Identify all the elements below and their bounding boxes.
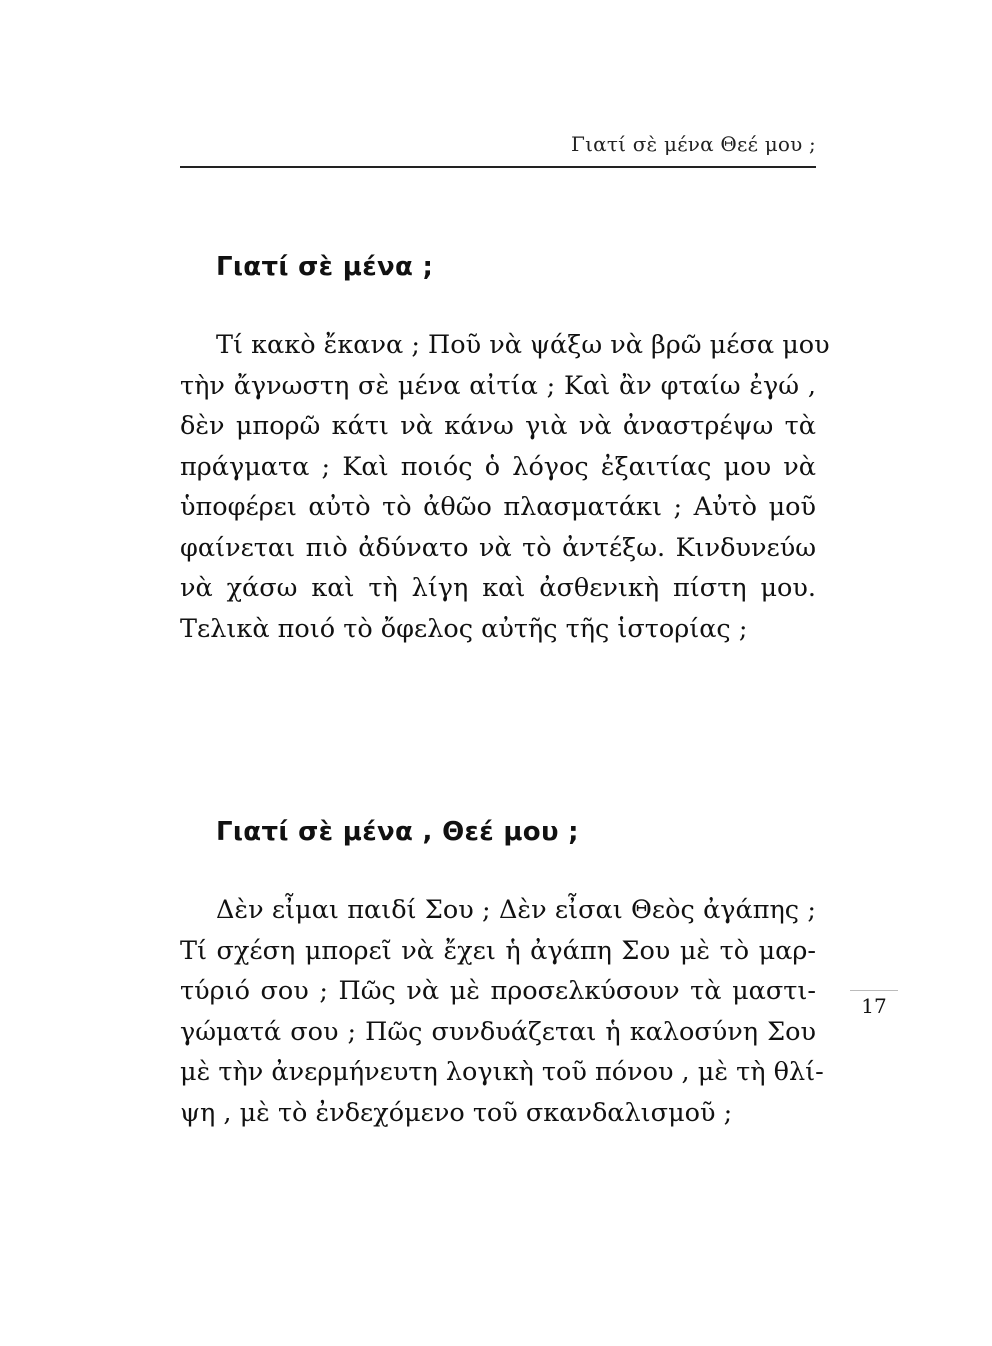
paragraph-2 bbox=[180, 890, 824, 1133]
page-number: 17 bbox=[861, 994, 887, 1018]
paragraph-line: Δὲν εἶμαι παιδί Σου ; Δὲν εἶσαι Θεὸς ἀγάπης ; bbox=[216, 895, 816, 925]
header-rule bbox=[180, 166, 816, 168]
paragraph-line: τύριό σου ; Πῶς νὰ μὲ προσελκύσουν τὰ μαστι- bbox=[180, 976, 816, 1006]
paragraph-line: δὲν μπορῶ κάτι νὰ κάνω γιὰ νὰ ἀναστρέψω τὰ bbox=[180, 411, 816, 441]
section-title-2: Γιατί σὲ μένα , Θεέ μου ; bbox=[216, 817, 579, 847]
paragraph-line: νὰ χάσω καὶ τὴ λίγη καὶ ἀσθενικὴ πίστη μου. bbox=[180, 573, 816, 603]
paragraph-line: γώματά σου ; Πῶς συνδυάζεται ἡ καλοσύνη Σου bbox=[180, 1016, 816, 1047]
paragraph-line: φαίνεται πιὸ ἀδύνατο νὰ τὸ ἀντέξω. Κινδυνεύω bbox=[180, 532, 816, 563]
paragraph-line: μὲ τὴν ἀνερμήνευτη λογικὴ τοῦ πόνου , μὲ τὴ θλί- bbox=[180, 1057, 824, 1087]
paragraph-line: ψη , μὲ τὸ ἐνδεχόμενο τοῦ σκανδαλισμοῦ ; bbox=[180, 1097, 733, 1128]
paragraph-line: πράγματα ; Καὶ ποιός ὁ λόγος ἐξαιτίας μου νὰ bbox=[180, 451, 816, 482]
paragraph-line: Τί σχέση μπορεῖ νὰ ἔχει ἡ ἀγάπη Σου μὲ τὸ μαρ- bbox=[180, 935, 816, 966]
paragraph-line: Τί κακὸ ἔκανα ; Ποῦ νὰ ψάξω νὰ βρῶ μέσα μου bbox=[216, 330, 830, 360]
paragraph-1 bbox=[180, 325, 830, 649]
running-head: Γιατί σὲ μένα Θεέ μου ; bbox=[571, 132, 816, 156]
paragraph-line: Τελικὰ ποιό τὸ ὄφελος αὐτῆς τῆς ἱστορίας ; bbox=[180, 613, 748, 644]
paragraph-line: ὑποφέρει αὐτὸ τὸ ἀθῶο πλασματάκι ; Αὐτὸ μοῦ bbox=[180, 492, 816, 522]
page-number-rule bbox=[850, 990, 898, 991]
paragraph-line: τὴν ἄγνωστη σὲ μένα αἰτία ; Καὶ ἂν φταίω ἐγώ , bbox=[180, 370, 816, 401]
section-title-1: Γιατί σὲ μένα ; bbox=[216, 252, 434, 282]
